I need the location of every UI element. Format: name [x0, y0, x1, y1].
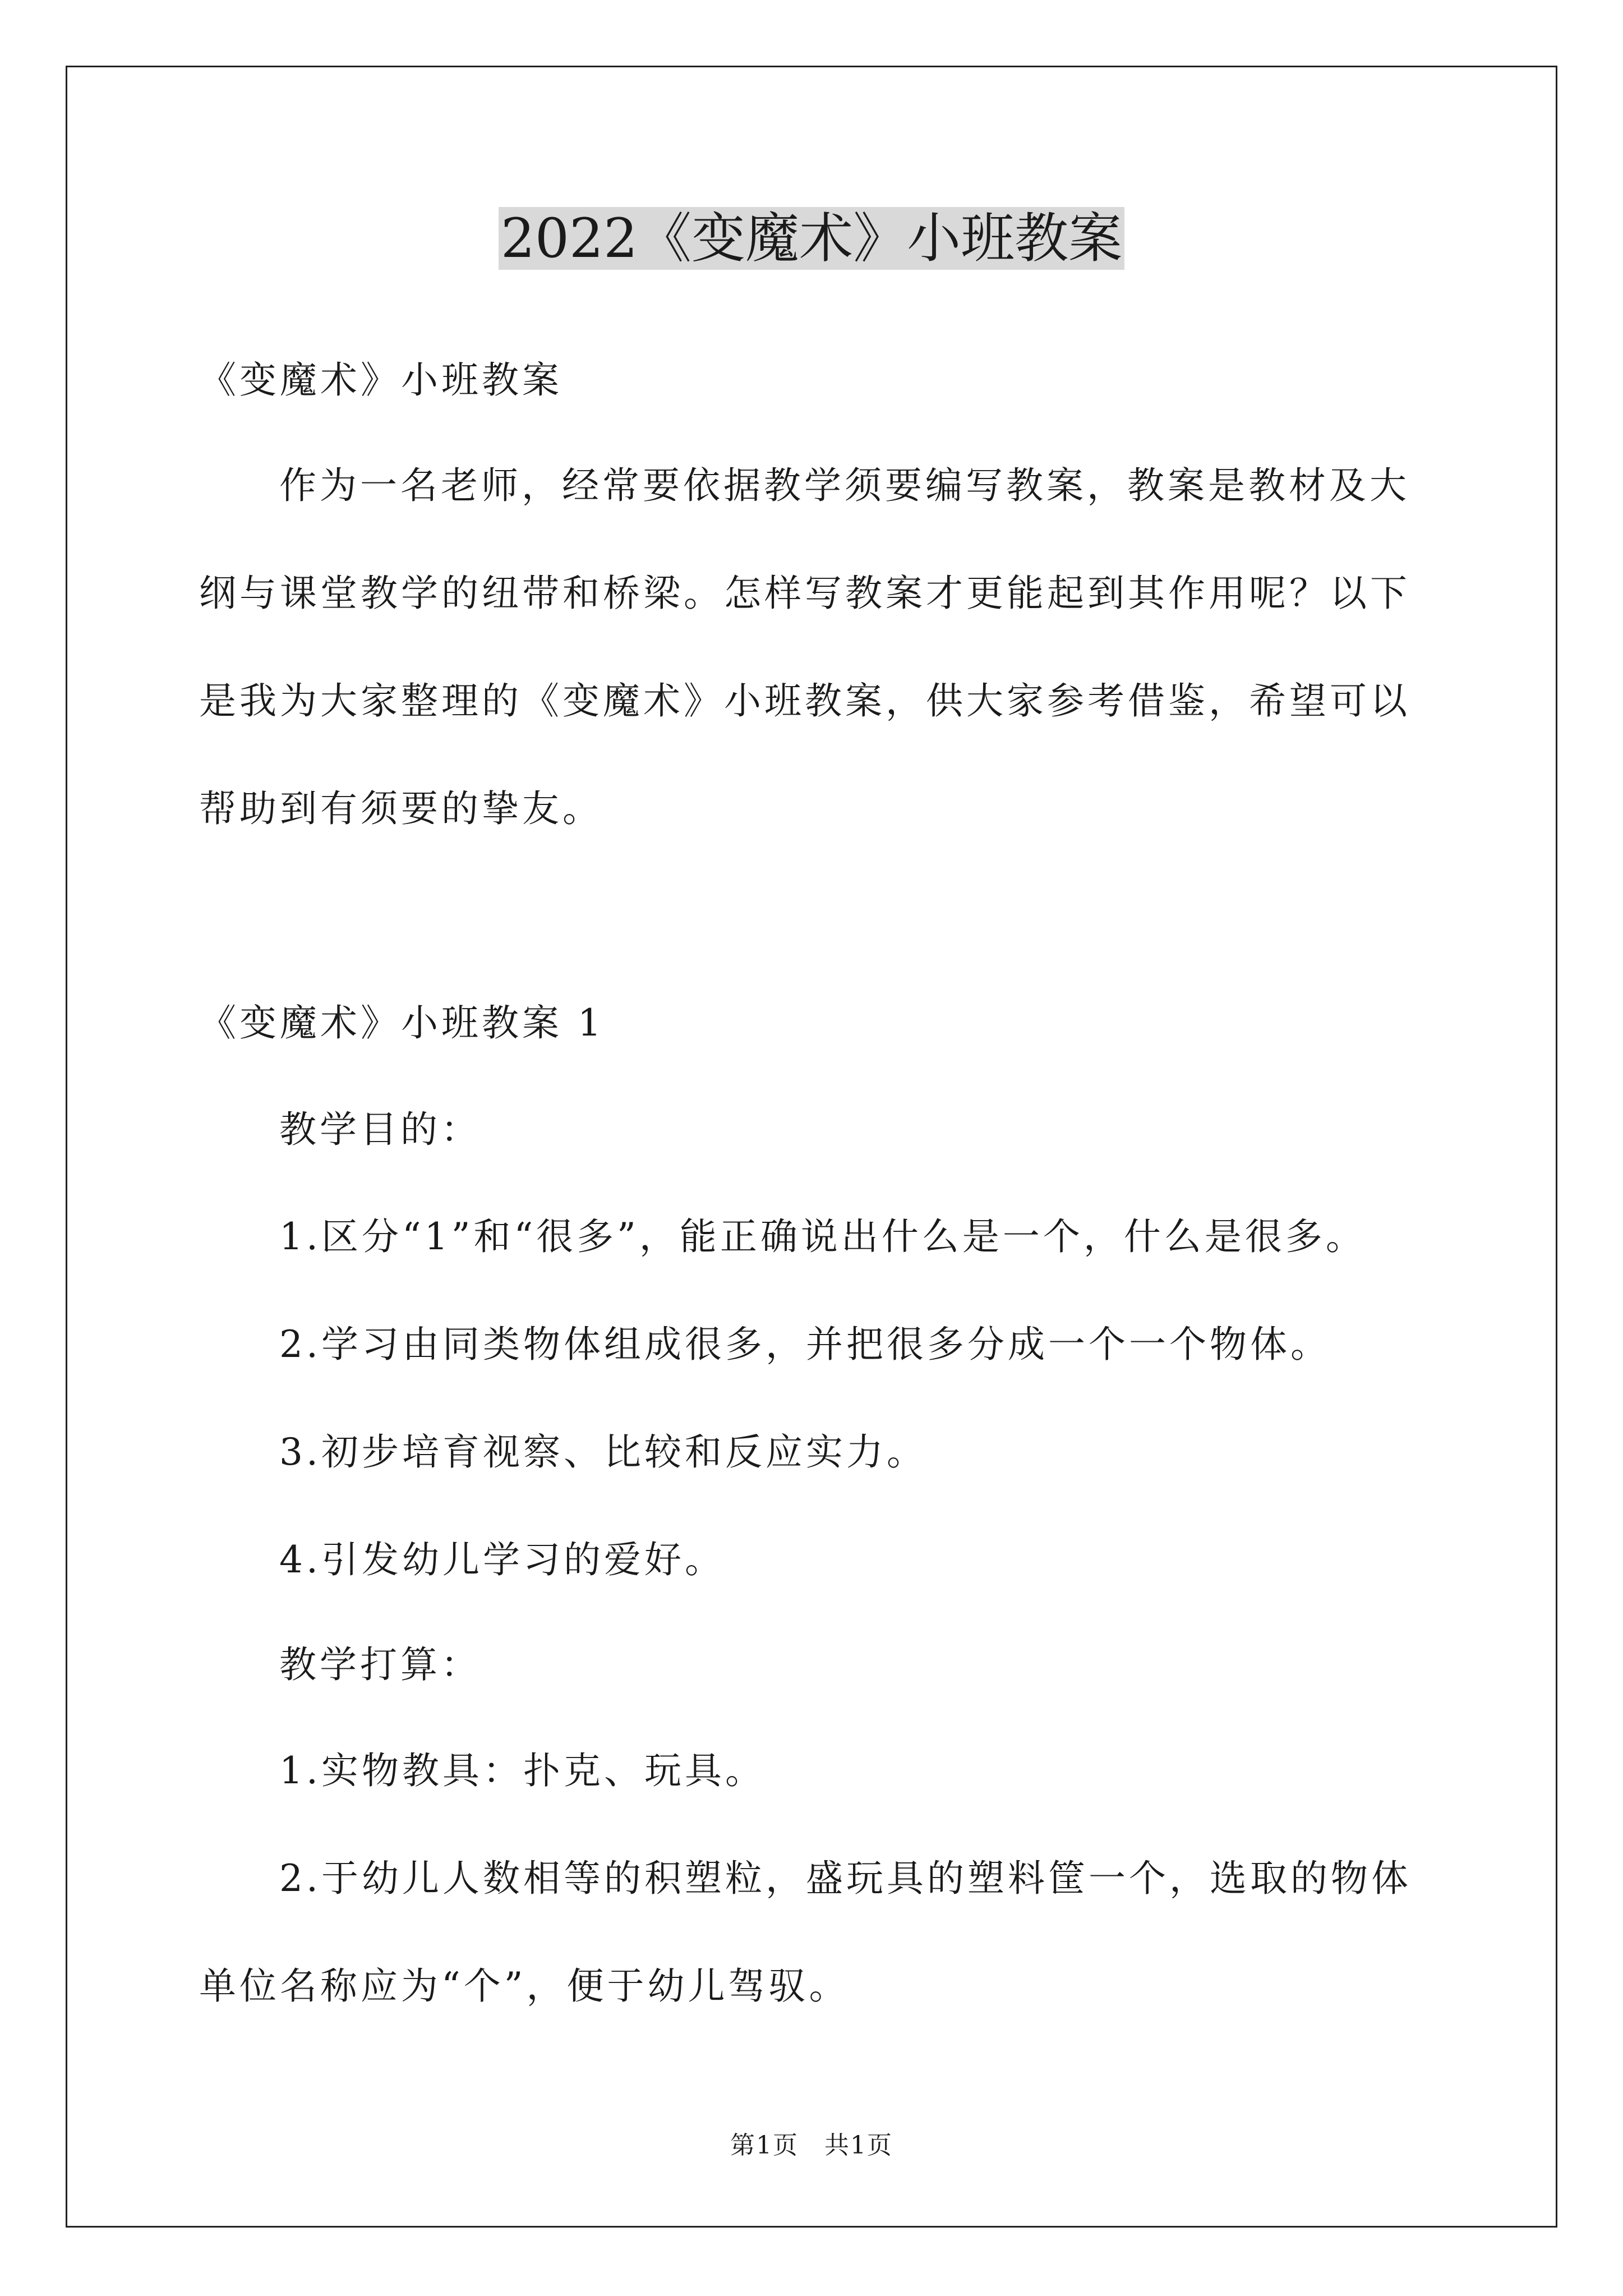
prep-heading: 教学打算： [279, 1643, 481, 1686]
section-heading: 《变魔术》小班教案 1 [199, 1001, 605, 1045]
document-subtitle: 《变魔术》小班教案 [199, 358, 562, 402]
intro-line: 是我为大家整理的《变魔术》小班教案，供大家参考借鉴，希望可以 [199, 679, 1410, 723]
objective-item: 3.初步培育视察、比较和反应实力。 [279, 1430, 927, 1474]
prep-list [199, 1744, 1433, 2067]
objectives-heading: 教学目的： [279, 1108, 481, 1151]
objective-item: 1.区分“1”和“很多”，能正确说出什么是一个，什么是很多。 [279, 1215, 1366, 1258]
intro-line: 纲与课堂教学的纽带和桥梁。怎样写教案才更能起到其作用呢？以下 [199, 572, 1410, 615]
objectives-list [279, 1210, 1513, 1641]
page-footer: 第1页 共1页 [730, 2131, 893, 2160]
prep-item: 单位名称应为“个”，便于幼儿驾驭。 [199, 1964, 850, 2008]
document-title [0, 199, 1623, 278]
document-title-text: 2022《变魔术》小班教案 [499, 207, 1124, 270]
objective-item: 4.引发幼儿学习的爱好。 [279, 1538, 725, 1581]
prep-item: 2.于幼儿人数相等的积塑粒，盛玩具的塑料筐一个，选取的物体 [279, 1857, 1412, 1900]
intro-line: 作为一名老师，经常要依据教学须要编写教案，教案是教材及大 [279, 464, 1410, 507]
intro-line: 帮助到有须要的挚友。 [199, 787, 603, 830]
intro-paragraph [199, 459, 1433, 890]
objective-item: 2.学习由同类物体组成很多，并把很多分成一个一个物体。 [279, 1323, 1331, 1366]
prep-item: 1.实物教具：扑克、玩具。 [279, 1749, 766, 1792]
